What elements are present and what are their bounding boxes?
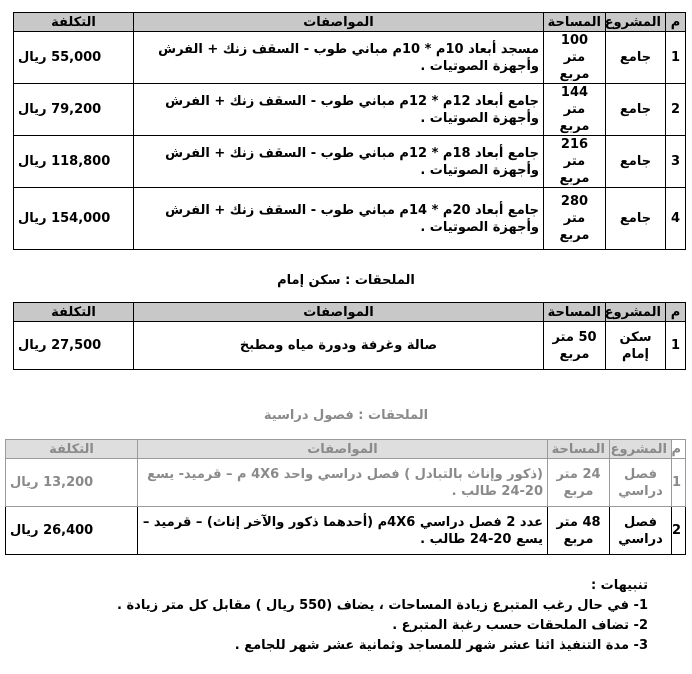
- row-cost: 154,000 ريال: [14, 188, 134, 250]
- row-specs: مسجد أبعاد 10م * 10م مباني طوب - السقف زنك + الفرش وأجهزة الصوتيات .: [134, 32, 544, 84]
- notes-title: تنبيهات :: [590, 578, 648, 593]
- row-num: 1: [672, 459, 686, 507]
- row-area: 24 متر مربع: [548, 459, 610, 507]
- header-specs: المواصفات: [134, 13, 544, 32]
- row-cost: 118,800 ريال: [14, 136, 134, 188]
- table-row: [14, 32, 686, 84]
- header-num: م: [666, 303, 686, 322]
- table-row: [6, 459, 686, 507]
- mosque-cost-table: [13, 12, 686, 250]
- header-cost: التكلفة: [14, 13, 134, 32]
- header-cost: التكلفة: [14, 303, 134, 322]
- row-num: 4: [666, 188, 686, 250]
- row-project: جامع: [606, 136, 666, 188]
- row-project: سكن إمام: [606, 322, 666, 370]
- row-area: 50 متر مربع: [544, 322, 606, 370]
- row-num: 1: [666, 32, 686, 84]
- row-specs: جامع أبعاد 18م * 12م مباني طوب - السقف زنك + الفرش وأجهزة الصوتيات .: [134, 136, 544, 188]
- row-specs: عدد 2 فصل دراسي 4X6م (أحدهما ذكور والآخر إناث) – قرميد – يسع 20-24 طالب .: [138, 507, 548, 555]
- header-num: م: [666, 13, 686, 32]
- header-project: المشروع: [610, 440, 672, 459]
- row-specs: (ذكور وإناث بالتبادل ) فصل دراسي واحد 4X6 م – قرميد- يسع 20-24 طالب .: [138, 459, 548, 507]
- row-area: 48 متر مربع: [548, 507, 610, 555]
- row-area: 144 متر مربع: [544, 84, 606, 136]
- classrooms-table: [5, 439, 686, 555]
- table-row: [14, 188, 686, 250]
- table-header-row: [6, 440, 686, 459]
- row-area: 280 متر مربع: [544, 188, 606, 250]
- table-header-row: [14, 303, 686, 322]
- row-project: فصل دراسي: [610, 459, 672, 507]
- note-item: 2- تضاف الملحقات حسب رغبة المتبرع .: [392, 618, 648, 633]
- section-title-classrooms: الملحقات : فصول دراسية: [263, 408, 429, 423]
- row-area: 100 متر مربع: [544, 32, 606, 84]
- row-area: 216 متر مربع: [544, 136, 606, 188]
- header-specs: المواصفات: [134, 303, 544, 322]
- row-cost: 27,500 ريال: [14, 322, 134, 370]
- row-num: 1: [666, 322, 686, 370]
- section-title-imam-housing: الملحقات : سكن إمام: [277, 273, 415, 288]
- row-specs: جامع أبعاد 12م * 12م مباني طوب - السقف زنك + الفرش وأجهزة الصوتيات .: [134, 84, 544, 136]
- header-cost: التكلفة: [6, 440, 138, 459]
- header-area: المساحة: [544, 303, 606, 322]
- header-area: المساحة: [548, 440, 610, 459]
- header-project: المشروع: [606, 13, 666, 32]
- row-specs: جامع أبعاد 20م * 14م مباني طوب - السقف زنك + الفرش وأجهزة الصوتيات .: [134, 188, 544, 250]
- header-num: م: [672, 440, 686, 459]
- row-num: 2: [672, 507, 686, 555]
- row-num: 3: [666, 136, 686, 188]
- notes-section: [117, 576, 648, 656]
- note-item: 1- في حال رغب المتبرع زيادة المساحات ، يضاف (550 ريال ) مقابل كل متر زيادة .: [117, 598, 648, 613]
- row-project: جامع: [606, 188, 666, 250]
- row-cost: 55,000 ريال: [14, 32, 134, 84]
- table-row: [14, 84, 686, 136]
- table-row: [6, 507, 686, 555]
- row-num: 2: [666, 84, 686, 136]
- row-project: فصل دراسي: [610, 507, 672, 555]
- row-project: جامع: [606, 84, 666, 136]
- row-cost: 79,200 ريال: [14, 84, 134, 136]
- row-project: جامع: [606, 32, 666, 84]
- row-cost: 26,400 ريال: [6, 507, 138, 555]
- table-row: [14, 322, 686, 370]
- table-header-row: [14, 13, 686, 32]
- row-cost: 13,200 ريال: [6, 459, 138, 507]
- imam-housing-table: [13, 302, 686, 370]
- header-project: المشروع: [606, 303, 666, 322]
- table-row: [14, 136, 686, 188]
- header-area: المساحة: [544, 13, 606, 32]
- row-specs: صالة وغرفة ودورة مياه ومطبخ: [134, 322, 544, 370]
- note-item: 3- مدة التنفيذ اثنا عشر شهر للمساجد وثمانية عشر شهر للجامع .: [234, 638, 648, 653]
- header-specs: المواصفات: [138, 440, 548, 459]
